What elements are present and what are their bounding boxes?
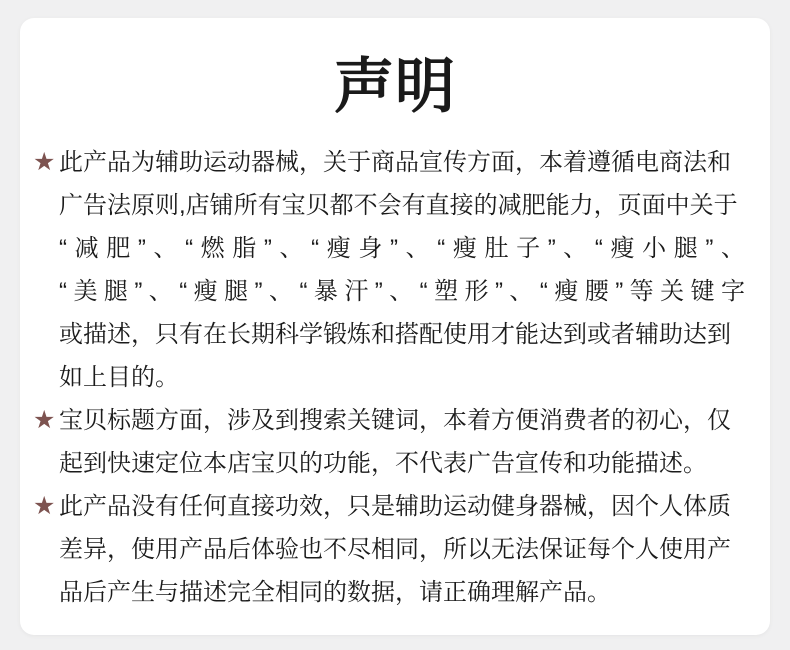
statement-text	[59, 141, 745, 399]
star-icon: ★	[33, 492, 56, 520]
statement-line: 如上目的。	[59, 364, 179, 391]
page-title: 声明	[334, 53, 456, 120]
statement-line: “美腿”、“瘦腿”、“暴汗”、“塑形”、“瘦腰”等关键字	[59, 278, 745, 305]
statement-line: 起到快速定位本店宝贝的功能，不代表广告宣传和功能描述。	[59, 450, 707, 477]
star-icon: ★	[33, 406, 56, 434]
statement-text	[59, 485, 745, 614]
statement-text	[59, 399, 745, 485]
statement-line: 或描述，只有在长期科学锻炼和搭配使用才能达到或者辅助达到	[59, 321, 731, 348]
statement-line: 品后产生与描述完全相同的数据，请正确理解产品。	[59, 579, 611, 606]
statement-content	[20, 141, 770, 614]
statement-card	[20, 18, 770, 635]
statement-line: 差异，使用产品后体验也不尽相同，所以无法保证每个人使用产	[59, 536, 731, 563]
statement-line: 此产品没有任何直接功效，只是辅助运动健身器械，因个人体质	[59, 493, 731, 520]
statement-item	[33, 399, 745, 485]
star-icon: ★	[33, 148, 56, 176]
statement-line: 此产品为辅助运动器械，关于商品宣传方面，本着遵循电商法和	[59, 149, 731, 176]
statement-item	[33, 485, 745, 614]
statement-line: 宝贝标题方面，涉及到搜索关键词，本着方便消费者的初心，仅	[59, 407, 731, 434]
statement-item	[33, 141, 745, 399]
statement-line: 广告法原则,店铺所有宝贝都不会有直接的减肥能力，页面中关于	[59, 192, 738, 219]
statement-line: “减肥”、“燃脂”、“瘦身”、“瘦肚子”、“瘦小腿”、	[59, 235, 745, 262]
